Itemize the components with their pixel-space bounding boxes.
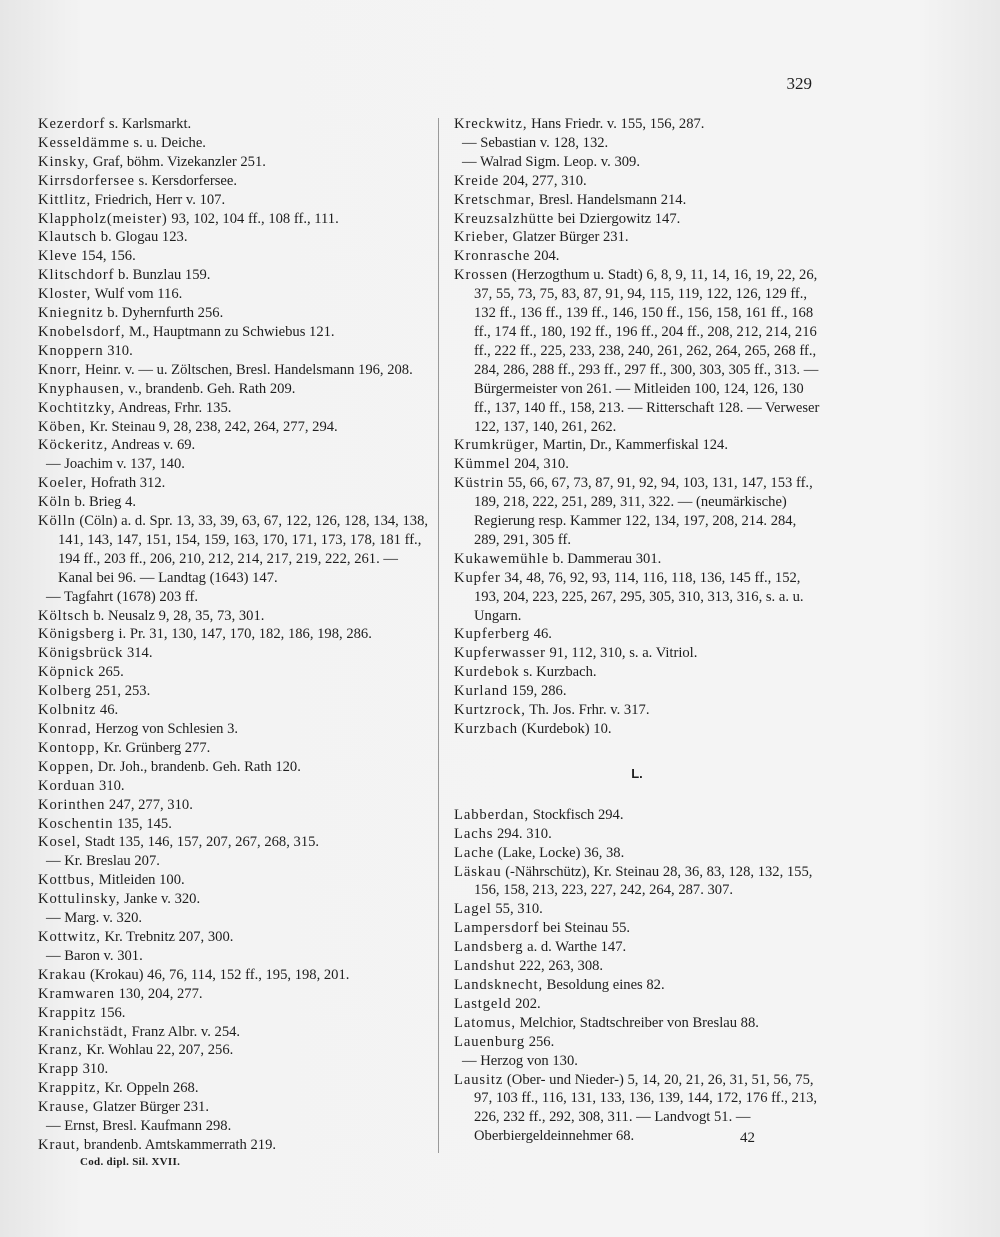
entry-headword: Köpnick [38,664,95,681]
entry-headword: Kezerdorf [38,116,106,132]
entry-headword: Kottulinsky, [38,891,121,908]
index-subentry: — Marg. v. 320. [46,910,143,927]
index-entry [38,1004,434,1023]
index-entry [38,512,434,588]
entry-references: Hans Friedr. v. 155, 156, 287. [527,116,705,132]
entry-references: i. Pr. 31, 130, 147, 170, 182, 186, 198, 286. [114,626,372,643]
index-subentry: — Sebastian v. 128, 132. [462,134,609,151]
index-entry [38,323,434,342]
entry-headword: Lausitz [454,1071,504,1088]
index-subentry: — Walrad Sigm. Leop. v. 309. [462,153,640,170]
entry-headword: Kranz, [38,1042,83,1059]
index-entry [454,228,820,247]
index-entry [454,806,820,825]
index-subentry: — Joachim v. 137, 140. [46,456,185,473]
entry-references: Janke v. 320. [120,891,201,908]
entry-references: Friedrich, Herr v. 107. [91,191,226,208]
entry-headword: Krumkrüger, [454,437,540,454]
entry-references: (-Nährschütz), Kr. Steinau 28, 36, 83, 128, 132, 155, 156, 158, 213, 223, 227, 242, 264, 287. 307. [474,863,813,899]
index-entry [38,1136,434,1155]
entry-references: Kr. Wohlau 22, 207, 256. [82,1042,234,1059]
index-entry [38,1041,434,1060]
entry-references: b. Glogau 123. [97,229,188,246]
entry-headword: Kittlitz, [38,191,92,208]
entry-references: s. u. Deiche. [129,134,206,151]
section-letter: L. [631,765,643,781]
page-number: 329 [786,74,812,93]
entry-references: b. Bunzlau 159. [114,267,211,284]
index-entry [454,1071,820,1147]
entry-references: 91, 112, 310, s. a. Vitriol. [545,645,698,662]
entry-headword: Königsberg [38,626,115,643]
index-entry [38,474,434,493]
entry-references: 202. [511,995,541,1012]
index-entry [38,720,434,739]
index-entry [454,844,820,863]
index-entry [38,399,434,418]
entry-references: 135, 145. [113,815,172,832]
index-entry [38,758,434,777]
index-entry [38,871,434,890]
entry-references: Martin, Dr., Kammerfiskal 124. [539,437,728,454]
index-entry [38,134,434,153]
entry-headword: Költsch [38,607,90,624]
entry-headword: Läskau [454,863,502,880]
entry-references: 310. [78,1061,109,1078]
entry-headword: Koeler, [38,475,88,492]
entry-headword: Kleve [38,248,78,265]
entry-references: Kr. Steinau 9, 28, 238, 242, 264, 277, 294. [85,418,338,435]
entry-references: 55, 66, 67, 73, 87, 91, 92, 94, 103, 131, 147, 153 ff., 189, 218, 222, 251, 289, 311, 322. — (neumärkische) Regierung resp. Kammer 122, 134, 197, 208, 214. 284, 289, 291, 305 ff. [474,475,813,548]
entry-headword: Köben, [38,418,86,435]
index-subentry: — Herzog von 130. [462,1052,578,1069]
entry-headword: Klappholz(meister) [38,210,168,227]
entry-headword: Konrad, [38,721,92,737]
entry-references: 156. [96,1004,126,1021]
entry-references: 159, 286. [508,683,567,700]
entry-headword: Labberdan, [454,806,530,823]
index-entry [38,304,434,323]
entry-headword: Kontopp, [38,739,100,756]
index-entry [38,928,434,947]
entry-headword: Klitschdorf [38,267,115,284]
entry-headword: Königsbrück [38,645,124,662]
entry-headword: Korinthen [38,796,106,813]
entry-references: 314. [123,645,153,662]
signature-mark: 42 [740,1130,755,1146]
entry-references: Hofrath 312. [87,475,166,492]
entry-headword: Landshut [454,958,516,975]
entry-headword: Lachs [454,825,494,842]
index-entry [38,777,434,796]
entry-references: M., Hauptmann zu Schwiebus 121. [125,323,335,340]
entry-references: 204. [530,248,560,265]
entry-references: (Krokau) 46, 76, 114, 152 ff., 195, 198, 201. [86,966,350,983]
entry-headword: Kümmel [454,456,511,473]
column-divider [438,118,439,1153]
entry-references: 256. [525,1033,555,1050]
entry-references: 34, 48, 76, 92, 93, 114, 116, 118, 136, 145 ff., 152, 193, 204, 223, 225, 267, 295, 305, 310, 313, 316, s. a. u. Ungarn. [474,569,804,624]
index-entry [454,436,820,455]
index-entry [454,247,820,266]
entry-headword: Knyphausen, [38,380,125,397]
entry-headword: Kloster, [38,286,92,303]
entry-references: (Lake, Locke) 36, 38. [494,844,625,861]
entry-references: Besoldung eines 82. [543,976,665,993]
index-entry [38,1079,434,1098]
index-entry [38,191,434,210]
entry-references: s. Kersdorfersee. [134,172,238,189]
entry-references: b. Dammerau 301. [549,550,662,567]
index-entry [38,342,434,361]
entry-references: (Herzogthum u. Stadt) 6, 8, 9, 11, 14, 16, 19, 22, 26, 37, 55, 73, 75, 83, 87, 91, 94, 115, 119, 122, 126, 129 ff., 132 ff., 136 ff., 139 ff., 146, 150 ff., 156, 158, 161 ff., 168 ff., 174 ff., 180, 192 ff., 196 ff., 204 ff., 208, 212, 214, 216 ff., 222 ff., 225, 233, 238, 240, 261, 262, 264, 265, 268 ff., 284, 286, 288 ff., 293 ff., 297 ff., 300, 303, 305 ff., 313. — Bürgermeister von 261. — Mitleiden 100, 124, 126, 130 ff., 137, 140 ff., 158, 213. — Ritterschaft 128. — Verweser 122, 137, 140, 261, 262. [474,267,820,435]
entry-headword: Kreide [454,172,500,189]
entry-references: 93, 102, 104 ff., 108 ff., 111. [167,210,339,227]
index-entry [38,153,434,172]
entry-headword: Kottwitz, [38,928,101,945]
entry-references: 265. [94,664,124,681]
entry-references: s. Karlsmarkt. [105,116,192,132]
entry-references: a. d. Warthe 147. [523,939,627,956]
entry-headword: Lagel [454,901,492,918]
index-entry [454,115,820,134]
index-entry [38,1023,434,1042]
entry-headword: Krappitz, [38,1080,101,1097]
entry-headword: Kirrsdorfersee [38,172,135,189]
index-entry [454,1014,820,1033]
entry-headword: Kukawemühle [454,550,550,567]
entry-headword: Korduan [38,777,96,794]
entry-references: (Kurdebok) 10. [517,721,612,737]
entry-headword: Kesseldämme [38,134,130,151]
index-entry [38,285,434,304]
entry-headword: Köln [38,494,71,511]
index-entry [38,493,434,512]
index-entry [38,663,434,682]
entry-references: 55, 310. [491,901,543,918]
entry-headword: Kupferberg [454,626,530,643]
entry-headword: Krause, [38,1099,90,1116]
entry-references: Stadt 135, 146, 157, 207, 267, 268, 315. [81,834,320,851]
index-entry [38,833,434,852]
entry-headword: Krieber, [454,229,509,246]
entry-headword: Krakau [38,966,87,983]
index-entry [38,625,434,644]
entry-headword: Kramwaren [38,985,115,1002]
entry-headword: Kolbnitz [38,702,97,719]
index-entry [38,682,434,701]
entry-references: Glatzer Bürger 231. [89,1099,209,1116]
index-subentry: — Tagfahrt (1678) 203 ff. [46,588,199,605]
entry-references: bei Steinau 55. [539,920,631,937]
index-entry [454,1033,820,1052]
index-entry [454,976,820,995]
footer-note: Cod. dipl. Sil. XVII. [80,1156,181,1168]
entry-headword: Krappitz [38,1004,97,1021]
index-entry [454,644,820,663]
entry-references: 222, 263, 308. [515,958,604,975]
entry-headword: Knorr, [38,361,82,378]
entry-headword: Kurdebok [454,664,520,681]
index-entry [454,172,820,191]
entry-headword: Kranichstädt, [38,1023,128,1040]
index-entry [38,418,434,437]
index-entry [38,739,434,758]
entry-references: Herzog von Schlesien 3. [91,721,239,737]
index-entry [454,957,820,976]
entry-references: Andreas v. 69. [108,437,196,454]
index-subentry: — Kr. Breslau 207. [46,853,160,870]
index-subentry: — Baron v. 301. [46,947,143,964]
index-entry [38,815,434,834]
entry-references: b. Brieg 4. [70,494,137,511]
entry-headword: Köckeritz, [38,437,109,454]
entry-headword: Lampersdorf [454,920,540,937]
entry-headword: Kosel, [38,834,82,851]
entry-references: 204, 277, 310. [499,172,587,189]
right-column-l-entries [454,806,820,1146]
index-entry [38,796,434,815]
index-entry [38,966,434,985]
entry-references: 154, 156. [77,248,136,265]
entry-references: 310. [95,777,125,794]
entry-references: 204, 310. [510,456,569,473]
entry-headword: Kreckwitz, [454,116,528,132]
entry-references: 46. [530,626,552,643]
entry-references: Glatzer Bürger 231. [508,229,629,246]
index-entry [454,210,820,229]
index-entry [454,663,820,682]
entry-references: (Cöln) a. d. Spr. 13, 33, 39, 63, 67, 122, 126, 128, 134, 138, 141, 143, 147, 151, 154, 159, 163, 170, 171, 173, 178, 181 ff., 194 ff., 203 ff., 206, 210, 212, 214, 217, 219, 222, 261. — Kanal bei 96. — Landtag (1643) 147. [58,513,429,586]
entry-headword: Kraut, [38,1136,81,1153]
entry-references: Melchior, Stadtschreiber von Breslau 88. [515,1014,759,1031]
index-entry [454,825,820,844]
index-entry [454,863,820,901]
entry-headword: Kretschmar, [454,191,536,208]
entry-references: Kr. Grünberg 277. [99,739,211,756]
entry-headword: Knobelsdorf, [38,323,126,340]
index-entry [454,569,820,626]
entry-references: 310. [103,342,133,359]
index-entry [38,172,434,191]
index-entry [38,1060,434,1079]
index-entry [38,436,434,455]
entry-references: Bresl. Handelsmann 214. [535,191,687,208]
index-entry [38,210,434,229]
entry-headword: Latomus, [454,1014,516,1031]
entry-headword: Kinsky, [38,153,90,170]
index-entry [454,682,820,701]
index-entry [454,720,820,739]
entry-headword: Kupferwasser [454,645,546,662]
index-entry [454,625,820,644]
entry-references: Graf, böhm. Vizekanzler 251. [89,153,266,170]
entry-references: Kr. Trebnitz 207, 300. [100,928,234,945]
entry-headword: Kupfer [454,569,501,586]
index-entry [38,890,434,909]
entry-headword: Küstrin [454,475,505,492]
entry-headword: Kniegnitz [38,305,104,322]
right-column-k-entries [454,115,820,739]
entry-references: bei Dziergowitz 147. [554,210,681,227]
entry-headword: Kottbus, [38,872,96,889]
entry-headword: Landsknecht, [454,976,544,993]
index-entry [454,455,820,474]
index-entry [38,380,434,399]
index-entry [38,644,434,663]
entry-headword: Kurzbach [454,721,518,737]
index-entry [454,191,820,210]
entry-references: Kr. Oppeln 268. [100,1080,199,1097]
entry-references: Th. Jos. Frhr. v. 317. [525,702,650,719]
right-column [454,115,820,1146]
index-entry [38,266,434,285]
entry-references: Andreas, Frhr. 135. [115,399,232,416]
entry-references: b. Neusalz 9, 28, 35, 73, 301. [89,607,265,624]
entry-headword: Kölln [38,513,76,530]
entry-headword: Kreuzsalzhütte [454,210,555,227]
entry-references: Dr. Joh., brandenb. Geh. Rath 120. [94,758,301,775]
entry-headword: Kolberg [38,683,92,700]
left-column [38,115,434,1155]
entry-references: 247, 277, 310. [105,796,193,813]
entry-references: Wulf vom 116. [91,286,183,303]
entry-headword: Lache [454,844,495,861]
entry-headword: Krossen [454,267,509,284]
entry-references: s. Kurzbach. [519,664,597,681]
index-entry [454,995,820,1014]
index-entry [454,919,820,938]
entry-headword: Klautsch [38,229,98,246]
entry-headword: Landsberg [454,939,524,956]
entry-headword: Koschentin [38,815,114,832]
entry-references: 46. [96,702,119,719]
index-entry [38,228,434,247]
entry-references: brandenb. Amtskammerrath 219. [80,1136,277,1153]
entry-references: b. Dyhernfurth 256. [103,305,224,322]
entry-headword: Koppen, [38,758,95,775]
entry-headword: Kronrasche [454,248,531,265]
index-entry [454,938,820,957]
index-entry [454,474,820,550]
entry-references: Stockfisch 294. [529,806,624,823]
entry-headword: Krapp [38,1061,79,1078]
index-entry [38,1098,434,1117]
index-entry [38,247,434,266]
entry-headword: Knoppern [38,342,104,359]
index-entry [454,900,820,919]
index-entry [454,550,820,569]
entry-headword: Kurland [454,683,509,700]
index-entry [38,361,434,380]
index-entry [38,985,434,1004]
entry-references: 294. 310. [493,825,552,842]
entry-references: Franz Albr. v. 254. [127,1023,241,1040]
entry-headword: Kurtzrock, [454,702,526,719]
index-entry [454,266,820,436]
index-entry [38,607,434,626]
entry-references: (Ober- und Nieder-) 5, 14, 20, 21, 26, 31, 51, 56, 75, 97, 103 ff., 116, 131, 133, 136, 139, 144, 172, 176 ff., 213, 226, 232 ff., 292, 308, 311. — Landvogt 51. — Oberbiergeldeinnehmer 68. [474,1071,818,1145]
entry-headword: Lauenburg [454,1033,526,1050]
entry-headword: Kochtitzky, [38,399,116,416]
entry-references: 130, 204, 277. [114,985,203,1002]
entry-headword: Lastgeld [454,995,512,1012]
entry-references: v., brandenb. Geh. Rath 209. [124,380,296,397]
index-subentry: — Ernst, Bresl. Kaufmann 298. [46,1118,232,1135]
entry-references: 251, 253. [91,683,151,700]
entry-references: Heinr. v. — u. Zöltschen, Bresl. Handelsmann 196, 208. [81,361,413,378]
index-entry [38,115,434,134]
entry-references: Mitleiden 100. [95,872,185,889]
index-entry [454,701,820,720]
index-entry [38,701,434,720]
